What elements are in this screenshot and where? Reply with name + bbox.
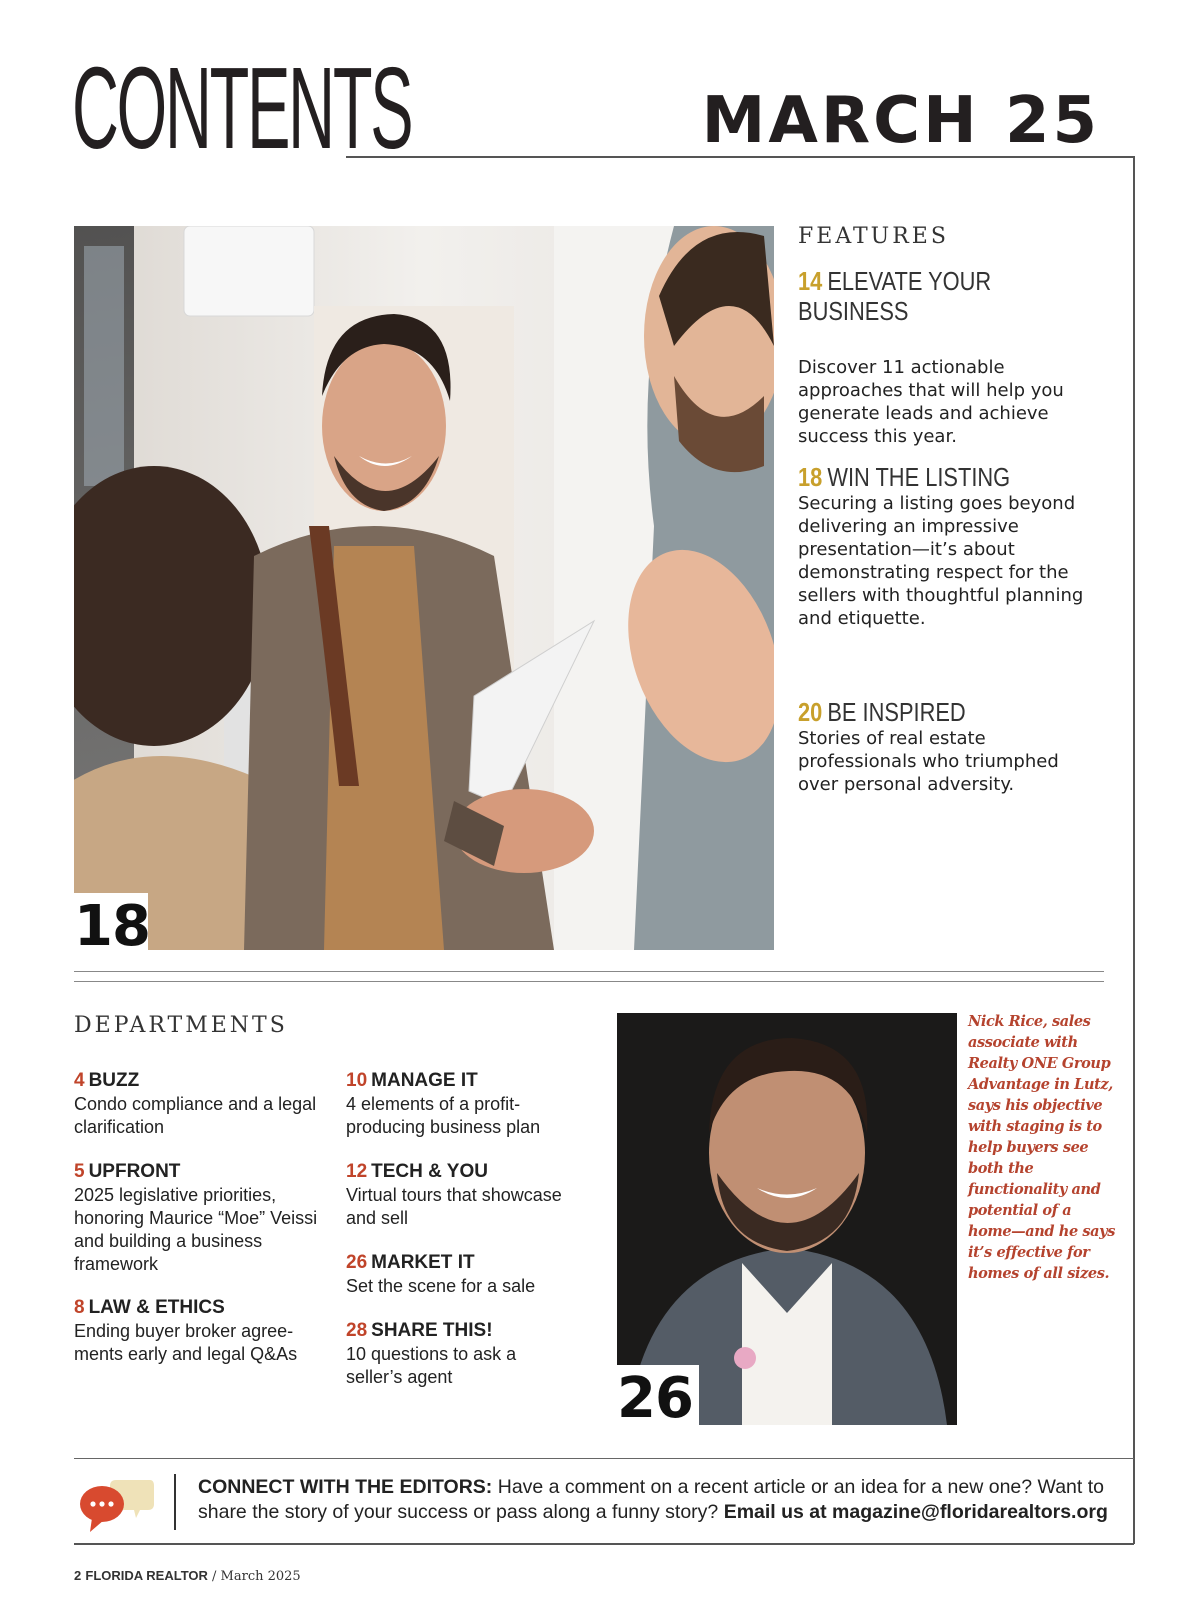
department-title: LAW & ETHICS — [88, 1297, 225, 1318]
issue-date: MARCH 25 — [701, 84, 1100, 158]
feature-item[interactable] — [798, 462, 1098, 630]
feature-photo-handshake — [74, 226, 774, 959]
department-item[interactable] — [74, 1160, 334, 1276]
department-item[interactable] — [346, 1069, 606, 1139]
department-item[interactable] — [346, 1319, 606, 1389]
page-title: CONTENTS — [72, 43, 412, 173]
feature-description: Stories of real estate professionals who triumphed over personal adversity. — [798, 728, 1059, 795]
photo-caption: Nick Rice, sales associate with Realty ONE Group Advantage in Lutz, says his objective with staging is to help buyers see both the functionality and potential of a home—and he says it’s effective for homes of all sizes. — [968, 1013, 1115, 1282]
features-heading: FEATURES — [798, 224, 949, 249]
footer-issue-date: / March 2025 — [207, 1569, 301, 1584]
editor-email-link[interactable]: Email us at magazine@floridarealtors.org — [723, 1501, 1108, 1523]
feature-title: ELEVATE YOUR BUSINESS — [798, 266, 992, 326]
section-divider — [74, 971, 1104, 972]
department-title: TECH & YOU — [371, 1161, 488, 1182]
department-title: SHARE THIS! — [371, 1320, 493, 1341]
portrait-photo — [617, 1013, 957, 1425]
department-page-number: 8 — [74, 1297, 85, 1318]
department-description: Condo compliance and a legal clarification — [74, 1094, 317, 1137]
frame-rule-bottom — [74, 1543, 1134, 1545]
department-item[interactable] — [74, 1069, 334, 1139]
department-description: Virtual tours that showcase and sell — [346, 1185, 562, 1228]
department-page-number: 10 — [346, 1070, 368, 1091]
department-page-number: 12 — [346, 1161, 368, 1182]
department-page-number: 5 — [74, 1161, 85, 1182]
department-description: 10 questions to ask a seller’s agent — [346, 1344, 517, 1387]
frame-rule-top — [346, 156, 1133, 158]
feature-item[interactable] — [798, 266, 1098, 448]
department-title: UPFRONT — [88, 1161, 181, 1182]
speech-bubbles-icon — [78, 1478, 156, 1534]
feature-page-number: 20 — [798, 697, 823, 727]
connect-label: CONNECT WITH THE EDITORS: — [198, 1476, 493, 1498]
feature-title: WIN THE LISTING — [827, 462, 1011, 492]
department-item[interactable] — [74, 1296, 334, 1366]
feature-item[interactable] — [798, 697, 1098, 796]
department-page-number: 26 — [346, 1252, 368, 1273]
footer-page-number: 2 — [74, 1568, 82, 1583]
connect-divider — [74, 1458, 1134, 1459]
department-title: MARKET IT — [371, 1252, 475, 1273]
connect-with-editors — [198, 1475, 1118, 1525]
department-item[interactable] — [346, 1160, 606, 1230]
frame-rule-right — [1133, 156, 1135, 1544]
department-description: Set the scene for a sale — [346, 1276, 536, 1296]
footer-magazine-name: FLORIDA REALTOR — [85, 1568, 208, 1583]
page-number-tag: 26 — [617, 1365, 699, 1425]
department-page-number: 4 — [74, 1070, 85, 1091]
feature-title: BE INSPIRED — [827, 697, 966, 727]
department-description: 4 elements of a profit-producing business plan — [346, 1094, 541, 1137]
page-number-tag: 18 — [74, 894, 150, 959]
feature-page-number: 18 — [798, 462, 823, 492]
feature-description: Securing a listing goes beyond delivering an impressive presentation—it’s about demonstrating respect for the sellers with thoughtful planning and etiquette. — [798, 493, 1084, 629]
department-item[interactable] — [346, 1251, 606, 1298]
connect-message: Have a comment on a recent article or an idea for a new one? Want to share the story of your success or pass along a funny story? — [198, 1476, 1105, 1523]
department-description: 2025 legislative priorities, honoring Maurice “Moe” Veissi and building a business framework — [74, 1185, 318, 1274]
feature-page-number: 14 — [798, 266, 823, 296]
department-description: Ending buyer broker agree-ments early and legal Q&As — [74, 1321, 298, 1364]
section-divider — [74, 981, 1104, 982]
department-title: BUZZ — [88, 1070, 140, 1091]
feature-description: Discover 11 actionable approaches that will help you generate leads and achieve success this year. — [798, 357, 1064, 447]
department-page-number: 28 — [346, 1320, 368, 1341]
department-title: MANAGE IT — [371, 1070, 478, 1091]
connect-vertical-rule — [174, 1474, 176, 1530]
departments-heading: DEPARTMENTS — [74, 1013, 288, 1038]
page-footer — [74, 1568, 301, 1584]
